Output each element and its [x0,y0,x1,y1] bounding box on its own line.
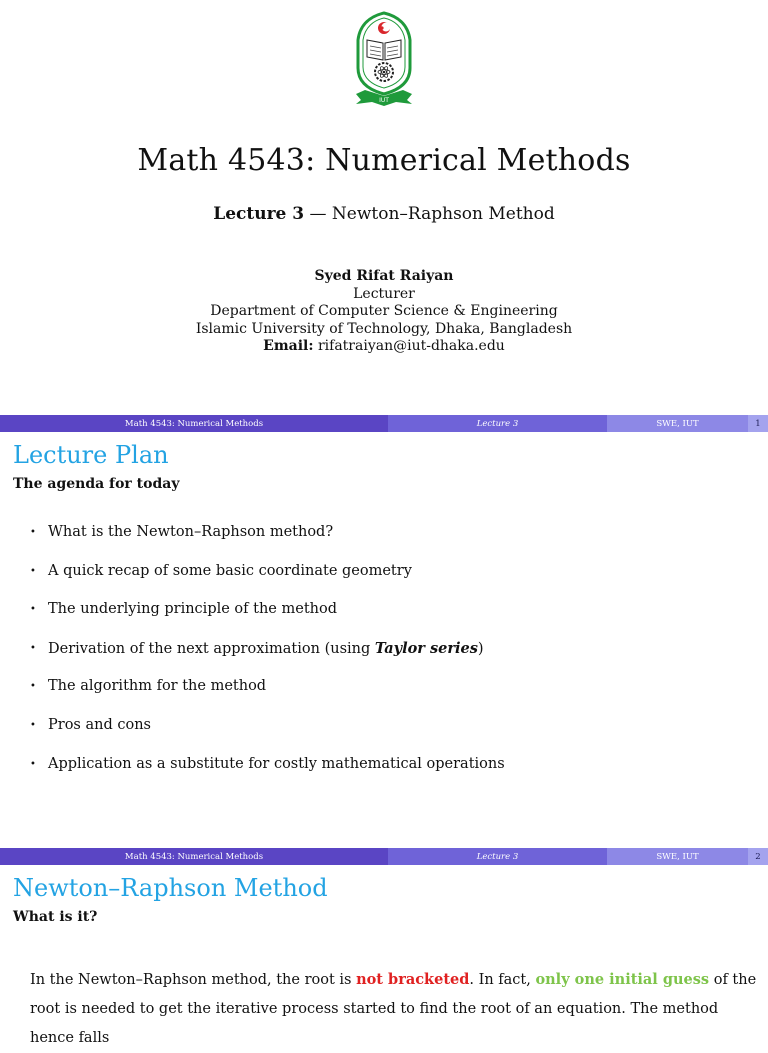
footer-course: Math 4543: Numerical Methods [0,848,388,865]
list-item [30,640,505,679]
para-text: of the root is needed to get the iterative process started to find the root of an equation. The method hence falls [30,972,757,1046]
agenda-item-text: The algorithm for the method [48,678,267,695]
email-label: Email: [263,338,314,354]
list-item [30,601,505,640]
one-initial-guess-highlight: only one initial guess [535,971,710,988]
lecture-topic: Newton–Raphson Method [331,204,555,224]
list-item [30,717,505,756]
para-text: . In fact, [469,972,536,988]
author-department: Department of Computer Science & Engineering [210,303,558,319]
author-role: Lecturer [353,285,415,302]
bullet-icon: • [30,681,36,693]
taylor-series-emphasis: Taylor series [374,639,478,657]
list-item [30,756,505,795]
agenda-item-tail: ) [477,640,484,657]
footer-page-number: 2 [748,848,768,865]
agenda-item-text: What is the Newton–Raphson method? [48,524,334,540]
footer-lecture: Lecture 3 [388,415,607,432]
slide-footer-1 [0,415,768,432]
agenda-item-text: Pros and cons [48,716,151,733]
author-block [0,268,768,356]
bullet-icon: • [30,758,36,770]
agenda-list [30,524,505,794]
lecture-subtitle [0,204,768,224]
author-institution: Islamic University of Technology, Dhaka, Bangladesh [195,320,573,337]
not-bracketed-highlight: not bracketed [356,971,470,988]
bullet-icon: • [30,527,36,538]
bullet-icon: • [30,604,36,616]
newton-raphson-paragraph [30,965,760,1053]
list-item [30,563,505,602]
title-slide [0,0,768,415]
footer-institution: SWE, IUT [607,415,748,432]
footer-page-number: 1 [748,415,768,432]
subtitle-separator: — [309,204,327,224]
university-crest-logo [353,10,415,108]
author-name: Syed Rifat Raiyan [314,268,454,284]
para-text: In the Newton–Raphson method, the root is [30,972,357,988]
slide-footer-2 [0,848,768,865]
newton-raphson-heading: Newton–Raphson Method [13,874,328,902]
footer-institution: SWE, IUT [607,848,748,865]
bullet-icon: • [30,565,36,577]
agenda-item-text: The underlying principle of the method [48,601,337,618]
email-address[interactable]: rifatraiyan@iut-dhaka.edu [317,338,505,354]
agenda-item-text: Application as a substitute for costly mathematical operations [48,755,505,772]
footer-course: Math 4543: Numerical Methods [0,415,388,432]
list-item [30,678,505,717]
lecture-plan-heading: Lecture Plan [13,441,169,469]
presentation-title: Math 4543: Numerical Methods [137,143,631,178]
footer-lecture: Lecture 3 [388,848,607,865]
agenda-item-text: A quick recap of some basic coordinate geometry [48,562,412,579]
newton-raphson-subheading: What is it? [13,909,98,925]
bullet-icon: • [30,642,36,654]
lecture-plan-subheading: The agenda for today [13,476,180,492]
agenda-item-text [48,640,484,657]
list-item [30,524,505,563]
lecture-number: Lecture 3 [213,204,305,224]
crest-ribbon-text: IUT [379,97,389,104]
author-email-line [0,338,768,356]
bullet-icon: • [30,719,36,731]
agenda-item-lead: Derivation of the next approximation (using [48,640,371,657]
